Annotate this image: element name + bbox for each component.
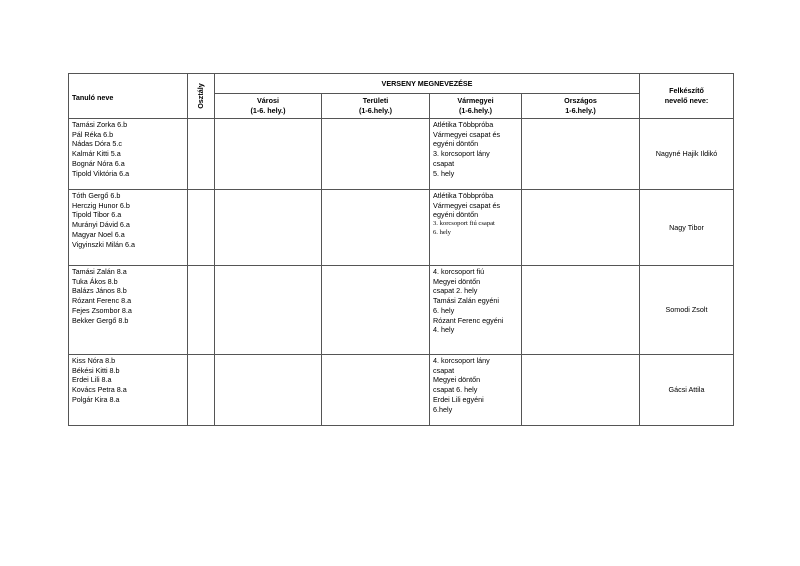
student-name: Kiss Nóra 8.b	[72, 356, 116, 365]
result-line: Megyei döntőn	[433, 276, 481, 286]
city-result-cell	[215, 355, 322, 426]
result-line: 4. korcsoport lány	[433, 356, 490, 365]
county-result-cell	[430, 119, 522, 190]
result-line: Rózant Ferenc egyéni	[433, 315, 504, 325]
result-line: Megyei döntőn	[433, 375, 481, 385]
header-row	[69, 74, 734, 94]
teacher-name: Nagyné Hajik Ildikó	[640, 119, 734, 190]
student-name: Magyar Noel 6.a	[72, 229, 125, 239]
city-result-cell	[215, 119, 322, 190]
teacher-header-line1: Felkészítő	[669, 85, 704, 95]
student-name: Kalmár Kitti 5.a	[72, 149, 121, 159]
teacher-name: Somodi Zsolt	[640, 266, 734, 355]
level-city-header	[215, 94, 322, 119]
result-line: 6.hely	[433, 404, 453, 414]
student-name: Polgár Kira 8.a	[72, 394, 120, 404]
result-line: csapat	[433, 158, 455, 168]
level-regional-range: (1-6.hely.)	[358, 106, 393, 115]
result-line: 6. hely	[433, 305, 455, 315]
result-line: Atlétika Többpróba	[433, 191, 494, 200]
result-line: 4. hely	[433, 325, 455, 335]
student-name: Kovács Petra 8.a	[72, 385, 127, 395]
result-line: Vármegyei csapat és	[433, 129, 501, 139]
teacher-name: Nagy Tibor	[640, 190, 734, 266]
result-line: 4. korcsoport fiú	[433, 267, 485, 276]
national-result-cell	[522, 266, 640, 355]
result-line: csapat 6. hely	[433, 385, 478, 395]
level-county-title: Vármegyei	[457, 96, 494, 106]
teacher-name: Gácsi Attila	[640, 355, 734, 426]
level-city-range: (1-6. hely.)	[250, 106, 286, 115]
competition-results-table	[68, 73, 734, 426]
student-name: Bekker Gergő 8.b	[72, 315, 129, 325]
national-result-cell	[522, 190, 640, 266]
city-result-cell	[215, 190, 322, 266]
county-result-cell	[430, 190, 522, 266]
level-regional-title: Területi	[362, 96, 389, 106]
result-line: Erdei Lili egyéni	[433, 394, 484, 404]
result-line: egyéni döntőn	[433, 210, 479, 220]
teacher-header	[640, 74, 734, 119]
student-name: Tipold Tibor 6.a	[72, 210, 122, 220]
table-row	[69, 266, 734, 355]
student-name: Tóth Gergő 6.b	[72, 191, 121, 200]
student-name: Vigyinszki Milán 6.a	[72, 239, 135, 249]
level-national-title: Országos	[564, 96, 597, 106]
student-name: Békési Kitti 8.b	[72, 365, 120, 375]
student-name: Bognár Nóra 6.a	[72, 158, 125, 168]
student-name: Pál Réka 6.b	[72, 129, 114, 139]
student-name: Nádas Dóra 5.c	[72, 139, 122, 149]
competition-header: VERSENY MEGNEVEZÉSE	[215, 74, 640, 94]
class-cell	[188, 266, 215, 355]
student-name: Rózant Ferenc 8.a	[72, 296, 132, 306]
regional-result-cell	[322, 190, 430, 266]
student-name: Murányi Dávid 6.a	[72, 220, 130, 230]
table-row	[69, 119, 734, 190]
regional-result-cell	[322, 355, 430, 426]
level-county-header	[430, 94, 522, 119]
result-line: 5. hely	[433, 168, 455, 178]
class-cell	[188, 119, 215, 190]
class-header-label: Osztály	[196, 83, 206, 109]
result-line: csapat	[433, 365, 455, 375]
student-name: Balázs János 8.b	[72, 286, 127, 296]
regional-result-cell	[322, 119, 430, 190]
level-national-range: 1-6.hely.)	[565, 106, 596, 115]
result-line: csapat 2. hely	[433, 286, 478, 296]
national-result-cell	[522, 119, 640, 190]
table-row	[69, 355, 734, 426]
student-name: Tuka Ákos 8.b	[72, 276, 118, 286]
city-result-cell	[215, 266, 322, 355]
result-line: Tamási Zalán egyéni	[433, 296, 499, 306]
student-list	[69, 190, 188, 266]
student-list	[69, 119, 188, 190]
result-line: egyéni döntőn	[433, 139, 479, 149]
student-list	[69, 266, 188, 355]
student-name: Tamási Zorka 6.b	[72, 120, 128, 129]
table-row	[69, 190, 734, 266]
level-regional-header	[322, 94, 430, 119]
student-name: Fejes Zsombor 8.a	[72, 305, 132, 315]
class-cell	[188, 355, 215, 426]
student-name: Tipold Viktória 6.a	[72, 168, 130, 178]
result-line: Atlétika Többpróba	[433, 120, 494, 129]
student-name: Herczig Hunor 6.b	[72, 200, 130, 210]
result-line: 3. korcsoport fiú csapat	[433, 220, 495, 228]
class-cell	[188, 190, 215, 266]
class-header	[188, 74, 215, 119]
county-result-cell	[430, 266, 522, 355]
county-result-cell	[430, 355, 522, 426]
level-national-header	[522, 94, 640, 119]
teacher-header-line2: nevelő neve:	[664, 96, 709, 105]
level-city-title: Városi	[257, 96, 279, 106]
regional-result-cell	[322, 266, 430, 355]
student-name: Erdei Lili 8.a	[72, 375, 112, 385]
student-name: Tamási Zalán 8.a	[72, 267, 127, 276]
student-list	[69, 355, 188, 426]
national-result-cell	[522, 355, 640, 426]
level-county-range: (1-6.hely.)	[458, 106, 493, 115]
result-line: Vármegyei csapat és	[433, 200, 501, 210]
result-line: 6. hely	[433, 229, 451, 237]
result-line: 3. korcsoport lány	[433, 149, 490, 159]
student-name-header: Tanuló neve	[69, 74, 188, 119]
